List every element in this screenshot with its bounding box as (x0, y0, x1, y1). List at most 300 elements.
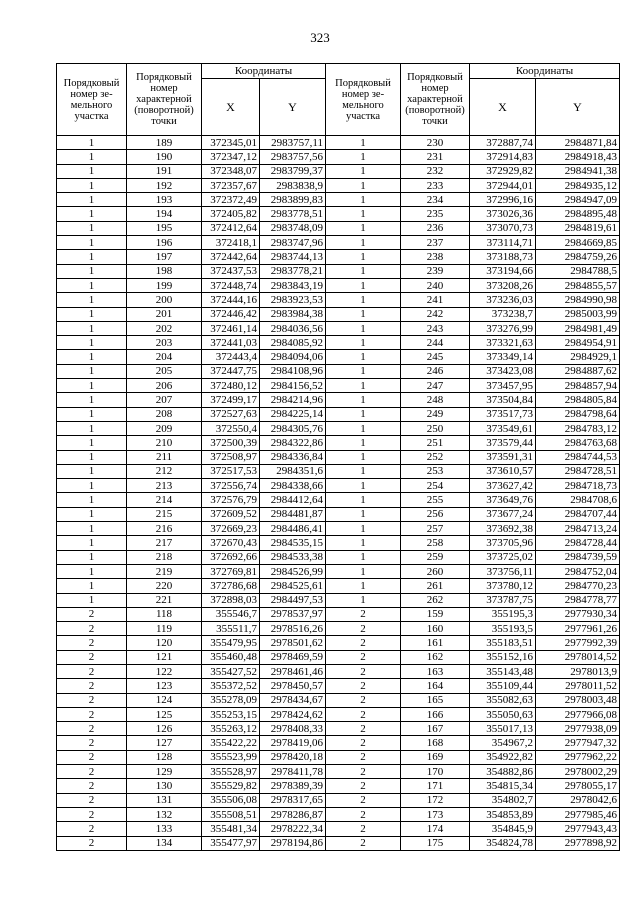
point-number-cell: 173 (401, 807, 470, 821)
y-coordinate-cell: 2983778,21 (260, 264, 326, 278)
x-coordinate-cell: 372412,64 (202, 221, 260, 235)
parcel-number-cell: 1 (57, 250, 127, 264)
point-number-cell: 261 (401, 579, 470, 593)
y-coordinate-cell: 2984855,57 (536, 278, 620, 292)
point-number-cell: 253 (401, 464, 470, 478)
y-coordinate-cell: 2984486,41 (260, 522, 326, 536)
y-coordinate-cell: 2978055,17 (536, 779, 620, 793)
y-coordinate-cell: 2984728,51 (536, 464, 620, 478)
x-coordinate-cell: 372996,16 (470, 193, 536, 207)
table-row (57, 579, 620, 593)
point-number-cell: 129 (127, 765, 202, 779)
header-point-number: Порядковый номер характерной (поворотной) точки (401, 64, 470, 136)
x-coordinate-cell: 354824,78 (470, 836, 536, 850)
y-coordinate-cell: 2984778,77 (536, 593, 620, 607)
parcel-number-cell: 1 (57, 164, 127, 178)
parcel-number-cell: 2 (326, 822, 401, 836)
x-coordinate-cell: 355546,7 (202, 607, 260, 621)
table-row (57, 636, 620, 650)
point-number-cell: 240 (401, 278, 470, 292)
parcel-number-cell: 1 (326, 207, 401, 221)
y-coordinate-cell: 2984525,61 (260, 579, 326, 593)
point-number-cell: 191 (127, 164, 202, 178)
point-number-cell: 209 (127, 421, 202, 435)
table-row (57, 693, 620, 707)
parcel-number-cell: 1 (57, 350, 127, 364)
table-row (57, 550, 620, 564)
point-number-cell: 248 (401, 393, 470, 407)
point-number-cell: 243 (401, 321, 470, 335)
point-number-cell: 160 (401, 622, 470, 636)
parcel-number-cell: 2 (326, 750, 401, 764)
x-coordinate-cell: 355263,12 (202, 722, 260, 736)
table-row (57, 164, 620, 178)
point-number-cell: 125 (127, 707, 202, 721)
parcel-number-cell: 1 (326, 493, 401, 507)
parcel-number-cell: 1 (326, 464, 401, 478)
x-coordinate-cell: 372550,4 (202, 421, 260, 435)
point-number-cell: 170 (401, 765, 470, 779)
x-coordinate-cell: 372669,23 (202, 522, 260, 536)
y-coordinate-cell: 2984336,84 (260, 450, 326, 464)
point-number-cell: 212 (127, 464, 202, 478)
point-number-cell: 132 (127, 807, 202, 821)
table-row (57, 421, 620, 435)
point-number-cell: 217 (127, 536, 202, 550)
parcel-number-cell: 1 (57, 479, 127, 493)
y-coordinate-cell: 2984798,64 (536, 407, 620, 421)
table-row (57, 150, 620, 164)
parcel-number-cell: 2 (326, 693, 401, 707)
y-coordinate-cell: 2984156,52 (260, 379, 326, 393)
parcel-number-cell: 1 (57, 436, 127, 450)
y-coordinate-cell: 2984351,6 (260, 464, 326, 478)
y-coordinate-cell: 2983923,53 (260, 293, 326, 307)
parcel-number-cell: 1 (57, 307, 127, 321)
y-coordinate-cell: 2978419,06 (260, 736, 326, 750)
x-coordinate-cell: 372345,01 (202, 136, 260, 150)
parcel-number-cell: 1 (326, 393, 401, 407)
y-coordinate-cell: 2983744,13 (260, 250, 326, 264)
x-coordinate-cell: 373423,08 (470, 364, 536, 378)
point-number-cell: 130 (127, 779, 202, 793)
table-row (57, 736, 620, 750)
x-coordinate-cell: 373787,75 (470, 593, 536, 607)
y-coordinate-cell: 2984763,68 (536, 436, 620, 450)
parcel-number-cell: 1 (57, 336, 127, 350)
x-coordinate-cell: 355523,99 (202, 750, 260, 764)
table-row (57, 479, 620, 493)
parcel-number-cell: 1 (326, 221, 401, 235)
y-coordinate-cell: 2978042,6 (536, 793, 620, 807)
y-coordinate-cell: 2984929,1 (536, 350, 620, 364)
x-coordinate-cell: 372499,17 (202, 393, 260, 407)
x-coordinate-cell: 354802,7 (470, 793, 536, 807)
parcel-number-cell: 1 (57, 536, 127, 550)
parcel-number-cell: 2 (57, 836, 127, 850)
point-number-cell: 200 (127, 293, 202, 307)
y-coordinate-cell: 2984744,53 (536, 450, 620, 464)
table-row (57, 278, 620, 292)
parcel-number-cell: 1 (57, 207, 127, 221)
table-row (57, 779, 620, 793)
parcel-number-cell: 1 (326, 421, 401, 435)
point-number-cell: 195 (127, 221, 202, 235)
parcel-number-cell: 1 (326, 264, 401, 278)
x-coordinate-cell: 372461,14 (202, 321, 260, 335)
point-number-cell: 214 (127, 493, 202, 507)
x-coordinate-cell: 355143,48 (470, 664, 536, 678)
table-row (57, 379, 620, 393)
x-coordinate-cell: 354967,2 (470, 736, 536, 750)
parcel-number-cell: 1 (57, 450, 127, 464)
point-number-cell: 202 (127, 321, 202, 335)
table-row (57, 750, 620, 764)
parcel-number-cell: 1 (326, 407, 401, 421)
point-number-cell: 121 (127, 650, 202, 664)
x-coordinate-cell: 373725,02 (470, 550, 536, 564)
point-number-cell: 219 (127, 564, 202, 578)
parcel-number-cell: 1 (57, 393, 127, 407)
header-x: X (202, 79, 260, 136)
parcel-number-cell: 1 (326, 250, 401, 264)
parcel-number-cell: 1 (57, 579, 127, 593)
parcel-number-cell: 2 (57, 650, 127, 664)
y-coordinate-cell: 2984481,87 (260, 507, 326, 521)
y-coordinate-cell: 2977961,26 (536, 622, 620, 636)
y-coordinate-cell: 2978424,62 (260, 707, 326, 721)
point-number-cell: 218 (127, 550, 202, 564)
point-number-cell: 171 (401, 779, 470, 793)
parcel-number-cell: 2 (57, 693, 127, 707)
parcel-number-cell: 1 (57, 593, 127, 607)
parcel-number-cell: 2 (57, 822, 127, 836)
y-coordinate-cell: 2978317,65 (260, 793, 326, 807)
y-coordinate-cell: 2984214,96 (260, 393, 326, 407)
x-coordinate-cell: 372887,74 (470, 136, 536, 150)
y-coordinate-cell: 2978420,18 (260, 750, 326, 764)
y-coordinate-cell: 2984871,84 (536, 136, 620, 150)
parcel-number-cell: 1 (326, 579, 401, 593)
x-coordinate-cell: 372670,43 (202, 536, 260, 550)
point-number-cell: 230 (401, 136, 470, 150)
point-number-cell: 215 (127, 507, 202, 521)
parcel-number-cell: 1 (326, 278, 401, 292)
y-coordinate-cell: 2983838,9 (260, 178, 326, 192)
parcel-number-cell: 1 (326, 178, 401, 192)
x-coordinate-cell: 355253,15 (202, 707, 260, 721)
parcel-number-cell: 2 (326, 679, 401, 693)
x-coordinate-cell: 372348,07 (202, 164, 260, 178)
y-coordinate-cell: 2984935,12 (536, 178, 620, 192)
table-row (57, 793, 620, 807)
parcel-number-cell: 1 (326, 436, 401, 450)
y-coordinate-cell: 2977938,09 (536, 722, 620, 736)
header-parcel-number: Порядковый номер зе- мельного участка (326, 64, 401, 136)
parcel-number-cell: 1 (326, 593, 401, 607)
x-coordinate-cell: 372556,74 (202, 479, 260, 493)
x-coordinate-cell: 373236,03 (470, 293, 536, 307)
parcel-number-cell: 2 (326, 607, 401, 621)
x-coordinate-cell: 372576,79 (202, 493, 260, 507)
parcel-number-cell: 2 (326, 722, 401, 736)
parcel-number-cell: 2 (57, 722, 127, 736)
point-number-cell: 220 (127, 579, 202, 593)
x-coordinate-cell: 372527,63 (202, 407, 260, 421)
parcel-number-cell: 1 (326, 507, 401, 521)
x-coordinate-cell: 373504,84 (470, 393, 536, 407)
y-coordinate-cell: 2984788,5 (536, 264, 620, 278)
y-coordinate-cell: 2984981,49 (536, 321, 620, 335)
y-coordinate-cell: 2978011,52 (536, 679, 620, 693)
parcel-number-cell: 2 (57, 622, 127, 636)
x-coordinate-cell: 373756,11 (470, 564, 536, 578)
point-number-cell: 128 (127, 750, 202, 764)
point-number-cell: 203 (127, 336, 202, 350)
y-coordinate-cell: 2978003,48 (536, 693, 620, 707)
y-coordinate-cell: 2984990,98 (536, 293, 620, 307)
y-coordinate-cell: 2983748,09 (260, 221, 326, 235)
x-coordinate-cell: 355082,63 (470, 693, 536, 707)
x-coordinate-cell: 355481,34 (202, 822, 260, 836)
point-number-cell: 201 (127, 307, 202, 321)
point-number-cell: 198 (127, 264, 202, 278)
table-row (57, 722, 620, 736)
point-number-cell: 163 (401, 664, 470, 678)
point-number-cell: 256 (401, 507, 470, 521)
point-number-cell: 249 (401, 407, 470, 421)
table-row (57, 307, 620, 321)
y-coordinate-cell: 2977962,22 (536, 750, 620, 764)
y-coordinate-cell: 2984713,24 (536, 522, 620, 536)
x-coordinate-cell: 373649,76 (470, 493, 536, 507)
x-coordinate-cell: 373627,42 (470, 479, 536, 493)
x-coordinate-cell: 372442,64 (202, 250, 260, 264)
point-number-cell: 161 (401, 636, 470, 650)
header-x: X (470, 79, 536, 136)
table-row (57, 136, 620, 150)
point-number-cell: 159 (401, 607, 470, 621)
y-coordinate-cell: 2984895,48 (536, 207, 620, 221)
table-row (57, 564, 620, 578)
y-coordinate-cell: 2983778,51 (260, 207, 326, 221)
y-coordinate-cell: 2984085,92 (260, 336, 326, 350)
x-coordinate-cell: 354815,34 (470, 779, 536, 793)
parcel-number-cell: 1 (326, 336, 401, 350)
y-coordinate-cell: 2978411,78 (260, 765, 326, 779)
x-coordinate-cell: 372480,12 (202, 379, 260, 393)
parcel-number-cell: 1 (57, 421, 127, 435)
point-number-cell: 239 (401, 264, 470, 278)
x-coordinate-cell: 354882,86 (470, 765, 536, 779)
y-coordinate-cell: 2984535,15 (260, 536, 326, 550)
x-coordinate-cell: 355506,08 (202, 793, 260, 807)
parcel-number-cell: 1 (326, 150, 401, 164)
parcel-number-cell: 1 (57, 236, 127, 250)
point-number-cell: 207 (127, 393, 202, 407)
table-row (57, 707, 620, 721)
x-coordinate-cell: 373549,61 (470, 421, 536, 435)
y-coordinate-cell: 2984759,26 (536, 250, 620, 264)
x-coordinate-cell: 372944,01 (470, 178, 536, 192)
y-coordinate-cell: 2978222,34 (260, 822, 326, 836)
x-coordinate-cell: 355183,51 (470, 636, 536, 650)
x-coordinate-cell: 372692,66 (202, 550, 260, 564)
y-coordinate-cell: 2978501,62 (260, 636, 326, 650)
header-coordinates: Координаты (470, 64, 620, 79)
x-coordinate-cell: 372769,81 (202, 564, 260, 578)
parcel-number-cell: 1 (57, 550, 127, 564)
y-coordinate-cell: 2984338,66 (260, 479, 326, 493)
header-y: Y (260, 79, 326, 136)
x-coordinate-cell: 373194,66 (470, 264, 536, 278)
table-row (57, 507, 620, 521)
parcel-number-cell: 2 (326, 836, 401, 850)
x-coordinate-cell: 355422,22 (202, 736, 260, 750)
table-row (57, 193, 620, 207)
point-number-cell: 241 (401, 293, 470, 307)
point-number-cell: 251 (401, 436, 470, 450)
x-coordinate-cell: 355152,16 (470, 650, 536, 664)
point-number-cell: 244 (401, 336, 470, 350)
y-coordinate-cell: 2983757,11 (260, 136, 326, 150)
y-coordinate-cell: 2984305,76 (260, 421, 326, 435)
parcel-number-cell: 1 (326, 550, 401, 564)
y-coordinate-cell: 2978013,9 (536, 664, 620, 678)
table-row (57, 393, 620, 407)
coordinates-table (56, 63, 620, 851)
parcel-number-cell: 1 (326, 164, 401, 178)
y-coordinate-cell: 2978516,26 (260, 622, 326, 636)
x-coordinate-cell: 373070,73 (470, 221, 536, 235)
x-coordinate-cell: 372357,67 (202, 178, 260, 192)
table-row (57, 236, 620, 250)
parcel-number-cell: 2 (57, 779, 127, 793)
parcel-number-cell: 1 (326, 350, 401, 364)
point-number-cell: 174 (401, 822, 470, 836)
parcel-number-cell: 1 (326, 450, 401, 464)
table-row (57, 536, 620, 550)
x-coordinate-cell: 372500,39 (202, 436, 260, 450)
y-coordinate-cell: 2984225,14 (260, 407, 326, 421)
point-number-cell: 238 (401, 250, 470, 264)
point-number-cell: 120 (127, 636, 202, 650)
table-row (57, 664, 620, 678)
y-coordinate-cell: 2984036,56 (260, 321, 326, 335)
parcel-number-cell: 2 (326, 664, 401, 678)
parcel-number-cell: 2 (326, 807, 401, 821)
point-number-cell: 167 (401, 722, 470, 736)
point-number-cell: 166 (401, 707, 470, 721)
x-coordinate-cell: 355508,51 (202, 807, 260, 821)
point-number-cell: 231 (401, 150, 470, 164)
table-row (57, 436, 620, 450)
x-coordinate-cell: 355372,52 (202, 679, 260, 693)
table-row (57, 293, 620, 307)
table-row (57, 364, 620, 378)
point-number-cell: 168 (401, 736, 470, 750)
y-coordinate-cell: 2978434,67 (260, 693, 326, 707)
point-number-cell: 119 (127, 622, 202, 636)
parcel-number-cell: 1 (57, 507, 127, 521)
y-coordinate-cell: 2978194,86 (260, 836, 326, 850)
point-number-cell: 193 (127, 193, 202, 207)
y-coordinate-cell: 2984728,44 (536, 536, 620, 550)
point-number-cell: 124 (127, 693, 202, 707)
point-number-cell: 259 (401, 550, 470, 564)
x-coordinate-cell: 373238,7 (470, 307, 536, 321)
x-coordinate-cell: 354922,82 (470, 750, 536, 764)
parcel-number-cell: 2 (326, 636, 401, 650)
x-coordinate-cell: 373349,14 (470, 350, 536, 364)
parcel-number-cell: 2 (57, 607, 127, 621)
y-coordinate-cell: 2984412,64 (260, 493, 326, 507)
x-coordinate-cell: 373321,63 (470, 336, 536, 350)
point-number-cell: 210 (127, 436, 202, 450)
parcel-number-cell: 2 (57, 679, 127, 693)
y-coordinate-cell: 2984918,43 (536, 150, 620, 164)
point-number-cell: 118 (127, 607, 202, 621)
header-coordinates: Координаты (202, 64, 326, 79)
parcel-number-cell: 1 (326, 236, 401, 250)
parcel-number-cell: 1 (57, 522, 127, 536)
y-coordinate-cell: 2978002,29 (536, 765, 620, 779)
x-coordinate-cell: 372609,52 (202, 507, 260, 521)
x-coordinate-cell: 372447,75 (202, 364, 260, 378)
parcel-number-cell: 1 (326, 479, 401, 493)
parcel-number-cell: 1 (57, 150, 127, 164)
x-coordinate-cell: 355427,52 (202, 664, 260, 678)
point-number-cell: 205 (127, 364, 202, 378)
point-number-cell: 237 (401, 236, 470, 250)
parcel-number-cell: 1 (57, 136, 127, 150)
x-coordinate-cell: 354845,9 (470, 822, 536, 836)
x-coordinate-cell: 372444,16 (202, 293, 260, 307)
table-row (57, 321, 620, 335)
point-number-cell: 164 (401, 679, 470, 693)
y-coordinate-cell: 2984718,73 (536, 479, 620, 493)
point-number-cell: 234 (401, 193, 470, 207)
x-coordinate-cell: 372418,1 (202, 236, 260, 250)
parcel-number-cell: 2 (57, 664, 127, 678)
table-row (57, 622, 620, 636)
header-y: Y (536, 79, 620, 136)
x-coordinate-cell: 373610,57 (470, 464, 536, 478)
point-number-cell: 258 (401, 536, 470, 550)
parcel-number-cell: 2 (57, 736, 127, 750)
x-coordinate-cell: 373677,24 (470, 507, 536, 521)
y-coordinate-cell: 2984947,09 (536, 193, 620, 207)
x-coordinate-cell: 372517,53 (202, 464, 260, 478)
y-coordinate-cell: 2984887,62 (536, 364, 620, 378)
parcel-number-cell: 2 (326, 779, 401, 793)
table-row (57, 765, 620, 779)
point-number-cell: 189 (127, 136, 202, 150)
y-coordinate-cell: 2984857,94 (536, 379, 620, 393)
y-coordinate-cell: 2978450,57 (260, 679, 326, 693)
x-coordinate-cell: 372898,03 (202, 593, 260, 607)
point-number-cell: 246 (401, 364, 470, 378)
y-coordinate-cell: 2983799,37 (260, 164, 326, 178)
y-coordinate-cell: 2984739,59 (536, 550, 620, 564)
x-coordinate-cell: 373780,12 (470, 579, 536, 593)
table-row (57, 450, 620, 464)
table-row (57, 336, 620, 350)
y-coordinate-cell: 2978469,59 (260, 650, 326, 664)
parcel-number-cell: 1 (57, 221, 127, 235)
x-coordinate-cell: 372405,82 (202, 207, 260, 221)
point-number-cell: 196 (127, 236, 202, 250)
